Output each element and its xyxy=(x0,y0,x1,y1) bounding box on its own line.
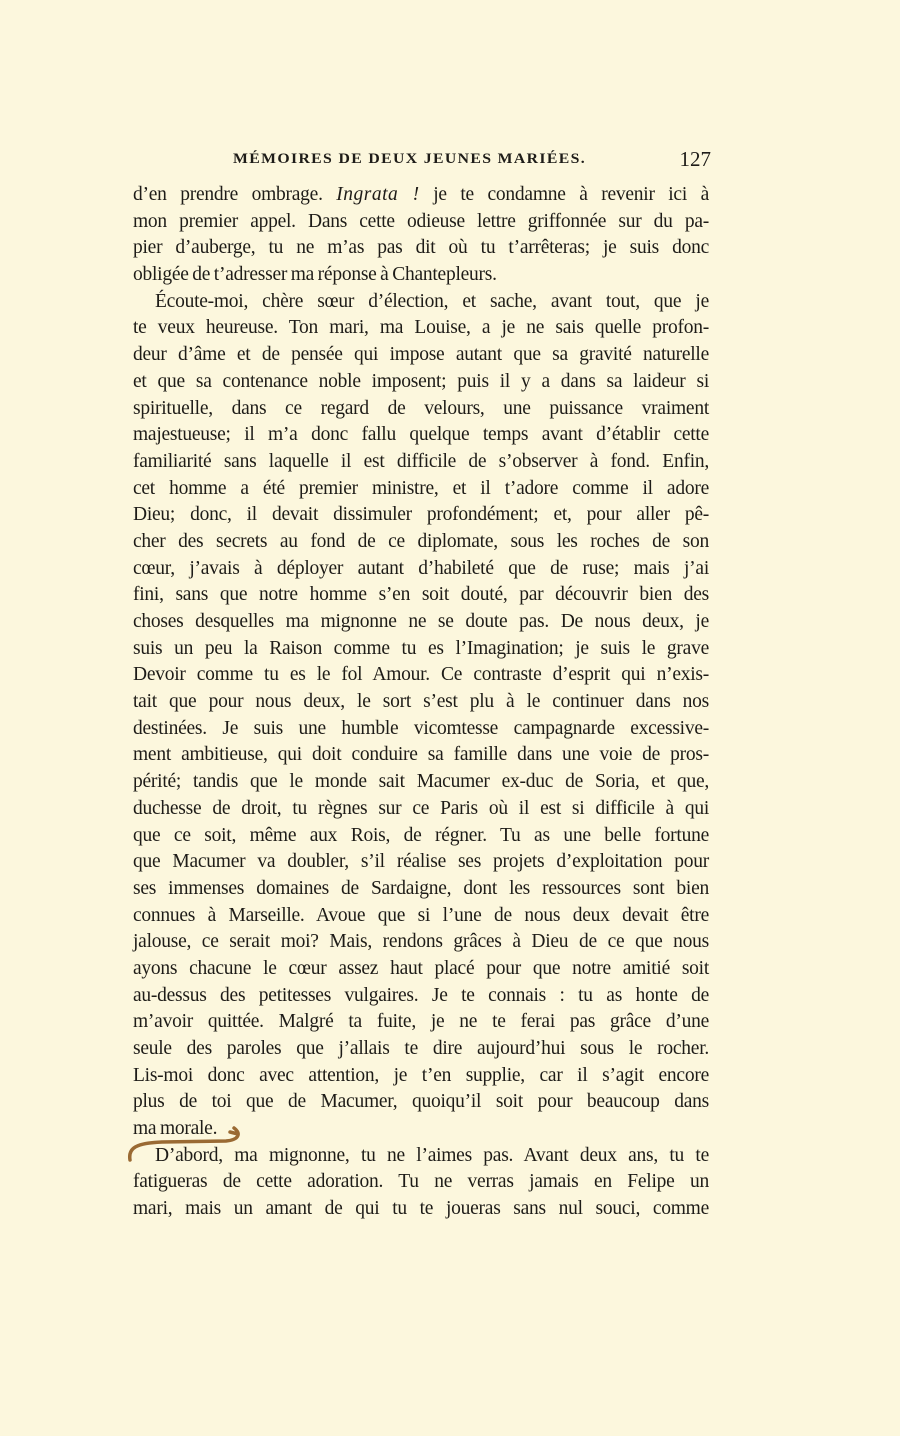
pen-annotation-mark xyxy=(122,1118,252,1168)
text-segment: mari, mais un amant de qui tu te joueras sans nul souci, comme xyxy=(133,1198,709,1220)
text-segment: Devoir comme tu es le fol Amour. Ce contraste d’esprit qui n’exis- xyxy=(133,664,709,686)
text-line xyxy=(133,742,709,769)
text-segment: tait que pour nous deux, le sort s’est plu à le continuer dans nos xyxy=(133,691,709,713)
text-segment: seule des paroles que j’allais te dire aujourd’hui sous le rocher. xyxy=(133,1038,709,1059)
text-segment: destinées. Je suis une humble vicomtesse campagnarde excessive- xyxy=(133,717,709,739)
text-segment: ses immenses domaines de Sardaigne, dont les ressources sont bien xyxy=(133,877,709,899)
text-line xyxy=(133,956,709,983)
text-line xyxy=(133,1009,709,1036)
text-segment: Lis-moi donc avec attention, je t’en supplie, car il s’agit encore xyxy=(133,1064,709,1086)
text-line xyxy=(133,556,709,583)
text-segment: au-dessus des petitesses vulgaires. Je te connais : tu as honte de xyxy=(133,984,709,1006)
text-line xyxy=(133,342,709,369)
text-segment: m’avoir quittée. Malgré ta fuite, je ne te ferai pas grâce d’une xyxy=(133,1011,709,1033)
text-line xyxy=(133,476,709,503)
text-segment: que ce soit, même aux Rois, de régner. Tu as une belle fortune xyxy=(133,824,709,846)
text-line xyxy=(133,289,709,316)
text-line xyxy=(133,262,709,289)
text-line xyxy=(133,903,709,930)
text-line xyxy=(133,849,709,876)
text-line xyxy=(133,582,709,609)
text-line xyxy=(133,689,709,716)
italic-text: Ingrata ! xyxy=(336,184,420,205)
text-segment: cher des secrets au fond de ce diplomate, sous les roches de son xyxy=(133,530,709,552)
text-segment: duchesse de droit, tu règnes sur ce Paris où il est si difficile à qui xyxy=(133,797,709,819)
text-segment: ment ambitieuse, qui doit conduire sa famille dans une voie de pros- xyxy=(133,744,709,766)
text-segment: obligée de t’adresser ma réponse à Chantepleurs. xyxy=(133,264,497,286)
running-title: MÉMOIRES DE DEUX JEUNES MARIÉES. xyxy=(233,151,587,167)
text-segment: choses desquelles ma mignonne ne se doute pas. De nous deux, je xyxy=(133,611,709,632)
text-segment: connues à Marseille. Avoue que si l’une de nous deux devait être xyxy=(133,904,709,926)
text-line xyxy=(133,636,709,663)
text-segment: que Macumer va doubler, s’il réalise ses projets d’exploitation pour xyxy=(133,851,709,873)
text-segment: cet homme a été premier ministre, et il t’adore comme il adore xyxy=(133,477,709,499)
text-segment: ayons chacune le cœur assez haut placé pour que notre amitié soit xyxy=(133,957,709,979)
page-number: 127 xyxy=(679,147,711,171)
text-line xyxy=(133,823,709,850)
text-segment: D’abord, ma mignonne, tu ne l’aimes pas. Avant deux ans, tu te xyxy=(155,1144,709,1166)
text-line xyxy=(133,1036,709,1063)
text-segment: suis un peu la Raison comme tu es l’Imagination; je suis le grave xyxy=(133,637,709,659)
text-segment: te veux heureuse. Ton mari, ma Louise, a je ne sais quelle profon- xyxy=(133,317,709,339)
text-segment: deur d’âme et de pensée qui impose autant que sa gravité naturelle xyxy=(133,344,709,366)
text-segment: je te condamne à revenir ici à xyxy=(419,184,709,205)
text-line xyxy=(133,369,709,396)
text-segment: majestueuse; il m’a donc fallu quelque temps avant d’établir cette xyxy=(133,424,709,446)
text-line xyxy=(133,315,709,342)
text-segment: plus de toi que de Macumer, quoiqu’il soit pour beaucoup dans xyxy=(133,1091,709,1113)
text-line xyxy=(133,716,709,743)
text-segment: et que sa contenance noble imposent; puis il y a dans sa laideur si xyxy=(133,370,709,392)
text-segment: mon premier appel. Dans cette odieuse lettre griffonnée sur du pa- xyxy=(133,210,709,232)
text-segment: fini, sans que notre homme s’en soit douté, par découvrir bien des xyxy=(133,584,709,606)
running-header xyxy=(133,147,711,177)
text-line xyxy=(133,1089,709,1116)
text-segment: ma morale. xyxy=(133,1118,218,1140)
text-line xyxy=(133,796,709,823)
text-segment: fatigueras de cette adoration. Tu ne verras jamais en Felipe un xyxy=(133,1171,709,1193)
text-segment: cœur, j’avais à déployer autant d’habileté que de ruse; mais j’ai xyxy=(133,557,709,579)
text-line xyxy=(133,769,709,796)
text-line xyxy=(133,662,709,689)
text-line xyxy=(133,449,709,476)
text-line xyxy=(133,182,709,209)
text-line xyxy=(133,1169,709,1196)
text-line xyxy=(133,396,709,423)
text-line xyxy=(133,529,709,556)
body-text xyxy=(133,182,709,1223)
text-line xyxy=(133,876,709,903)
text-line xyxy=(133,502,709,529)
text-line xyxy=(133,1196,709,1223)
text-segment: périté; tandis que le monde sait Macumer ex-duc de Soria, et que, xyxy=(133,771,709,793)
text-segment: Dieu; donc, il devait dissimuler profondément; et, pour aller pê- xyxy=(133,504,709,526)
text-line xyxy=(133,422,709,449)
text-line xyxy=(133,235,709,262)
text-segment: d’en prendre ombrage. xyxy=(133,184,337,205)
text-segment: Écoute-moi, chère sœur d’élection, et sache, avant tout, que je xyxy=(155,290,709,312)
text-segment: jalouse, ce serait moi? Mais, rendons grâces à Dieu de ce que nous xyxy=(133,931,709,953)
text-segment: spirituelle, dans ce regard de velours, une puissance vraiment xyxy=(133,397,709,419)
text-segment: familiarité sans laquelle il est difficile de s’observer à fond. Enfin, xyxy=(133,450,709,472)
text-segment: pier d’auberge, tu ne m’as pas dit où tu t’arrêteras; je suis donc xyxy=(133,237,709,259)
text-line xyxy=(133,929,709,956)
text-line xyxy=(133,1063,709,1090)
text-line xyxy=(133,209,709,236)
text-line xyxy=(133,983,709,1010)
text-line xyxy=(133,609,709,636)
